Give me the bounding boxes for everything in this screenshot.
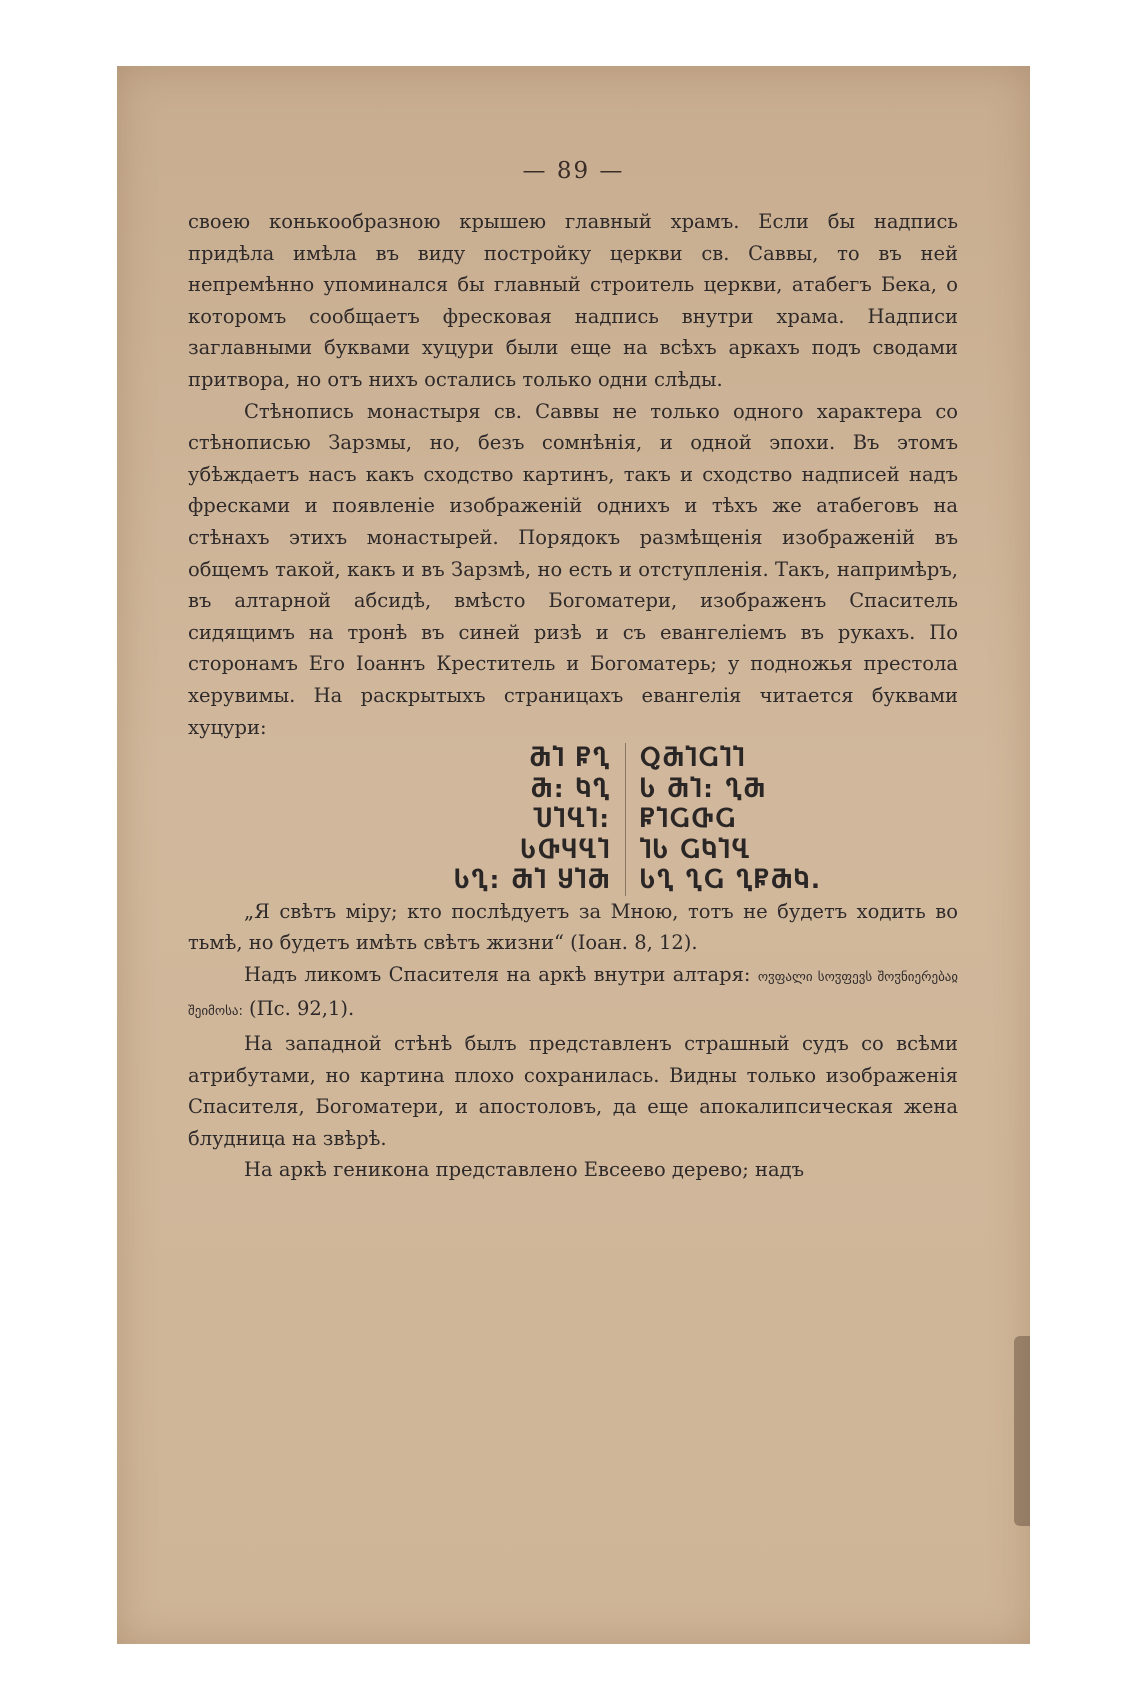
inscription-line: ႼႨႺႧႺ <box>640 805 737 834</box>
page-edge-stain <box>1014 1336 1030 1526</box>
page-body <box>188 206 958 1186</box>
inscription-line: ႮႨႡႨ: <box>533 805 611 834</box>
paragraph-4 <box>188 959 958 1028</box>
paragraph-2: Стѣнопись монастыря св. Саввы не только одного характера со стѣнописью Зарзмы, но, безъ сомнѣнія, и одной эпохи. Въ этомъ убѣждаетъ насъ какъ сходство картинъ, такъ и сходство надписей надъ фресками и появленіе изображеній однихъ и тѣхъ же атабеговъ на стѣнахъ этихъ монастырей. Порядокъ размѣщенія изображеній въ общемъ такой, какъ и въ Зарзмѣ, но есть и отступленія. Такъ, напримѣръ, въ алтарной абсидѣ, вмѣсто Богоматери, изображенъ Спаситель сидящимъ на тронѣ въ синей ризѣ и съ евангеліемъ въ рукахъ. По сторонамъ Его Іоаннъ Креститель и Богоматерь; у подножья престола херувимы. На раскрытыхъ страницахъ евангелія читается буквами хуцури: <box>188 399 958 739</box>
scripture-reference: (Пс. 92,1). <box>249 997 355 1021</box>
book-page <box>117 66 1030 1644</box>
inscription-line: Ⴋ: ႩႢ <box>530 774 611 803</box>
paragraph-1: своею конькообразною крышею главный храмъ. Если бы надпись придѣла имѣла въ виду постройку церкви св. Саввы, то въ ней непремѣнно упоминался бы главный строитель церкви, атабегъ Бека, о которомъ сообщаетъ фресковая надпись внутри храма. Надписи заглавными буквами хуцури были еще на всѣхъ аркахъ подъ сводами притвора, но отъ нихъ остались только одни слѣды. <box>188 210 958 391</box>
paragraph-6: На аркѣ геникона представлено Евсеево дерево; надъ <box>244 1158 805 1182</box>
paragraph-5: На западной стѣнѣ былъ представленъ страшный судъ со всѣми атрибутами, но картина плохо сохранилась. Видны только изображенія Спасителя, Богоматери, и апостоловъ, да еще апокалипсическая жена блудница на звѣрѣ. <box>188 1031 958 1150</box>
inscription-line: ႱႢ ႢႺ ႢႼႫႩ. <box>640 866 823 895</box>
georgian-quote: ოჳფალი სოჳფევს შოჳნიერებაჲ შეიმოსა: <box>188 969 959 1020</box>
khutsuri-inscription <box>393 743 853 896</box>
paragraph-4-lead: Надъ ликомъ Спасителя на аркѣ внутри алтаря: <box>244 962 751 986</box>
page-number: — 89 — <box>522 158 625 184</box>
inscription-line: ႭႫႨႺႨႨ <box>640 744 746 773</box>
paragraph-3: „Я свѣтъ міру; кто послѣдуетъ за Мною, тотъ не будетъ ходить во тьмѣ, но будетъ имѣть свѣтъ жизни“ (Іоан. 8, 12). <box>188 899 958 955</box>
inscription-line: ႱႢ: ႫႨ ႸႨႫ <box>454 866 611 895</box>
inscription-left-column <box>393 743 626 896</box>
inscription-line: Ⴑ ႫႨ: ႢႫ <box>640 774 767 803</box>
inscription-line: ႨႱ ႺႩႨႡ <box>640 835 752 864</box>
inscription-line: ႫႨ ႼႢ <box>529 744 611 773</box>
inscription-right-column <box>626 743 822 896</box>
inscription-line: ႱႧႷႡႨ <box>520 835 611 864</box>
